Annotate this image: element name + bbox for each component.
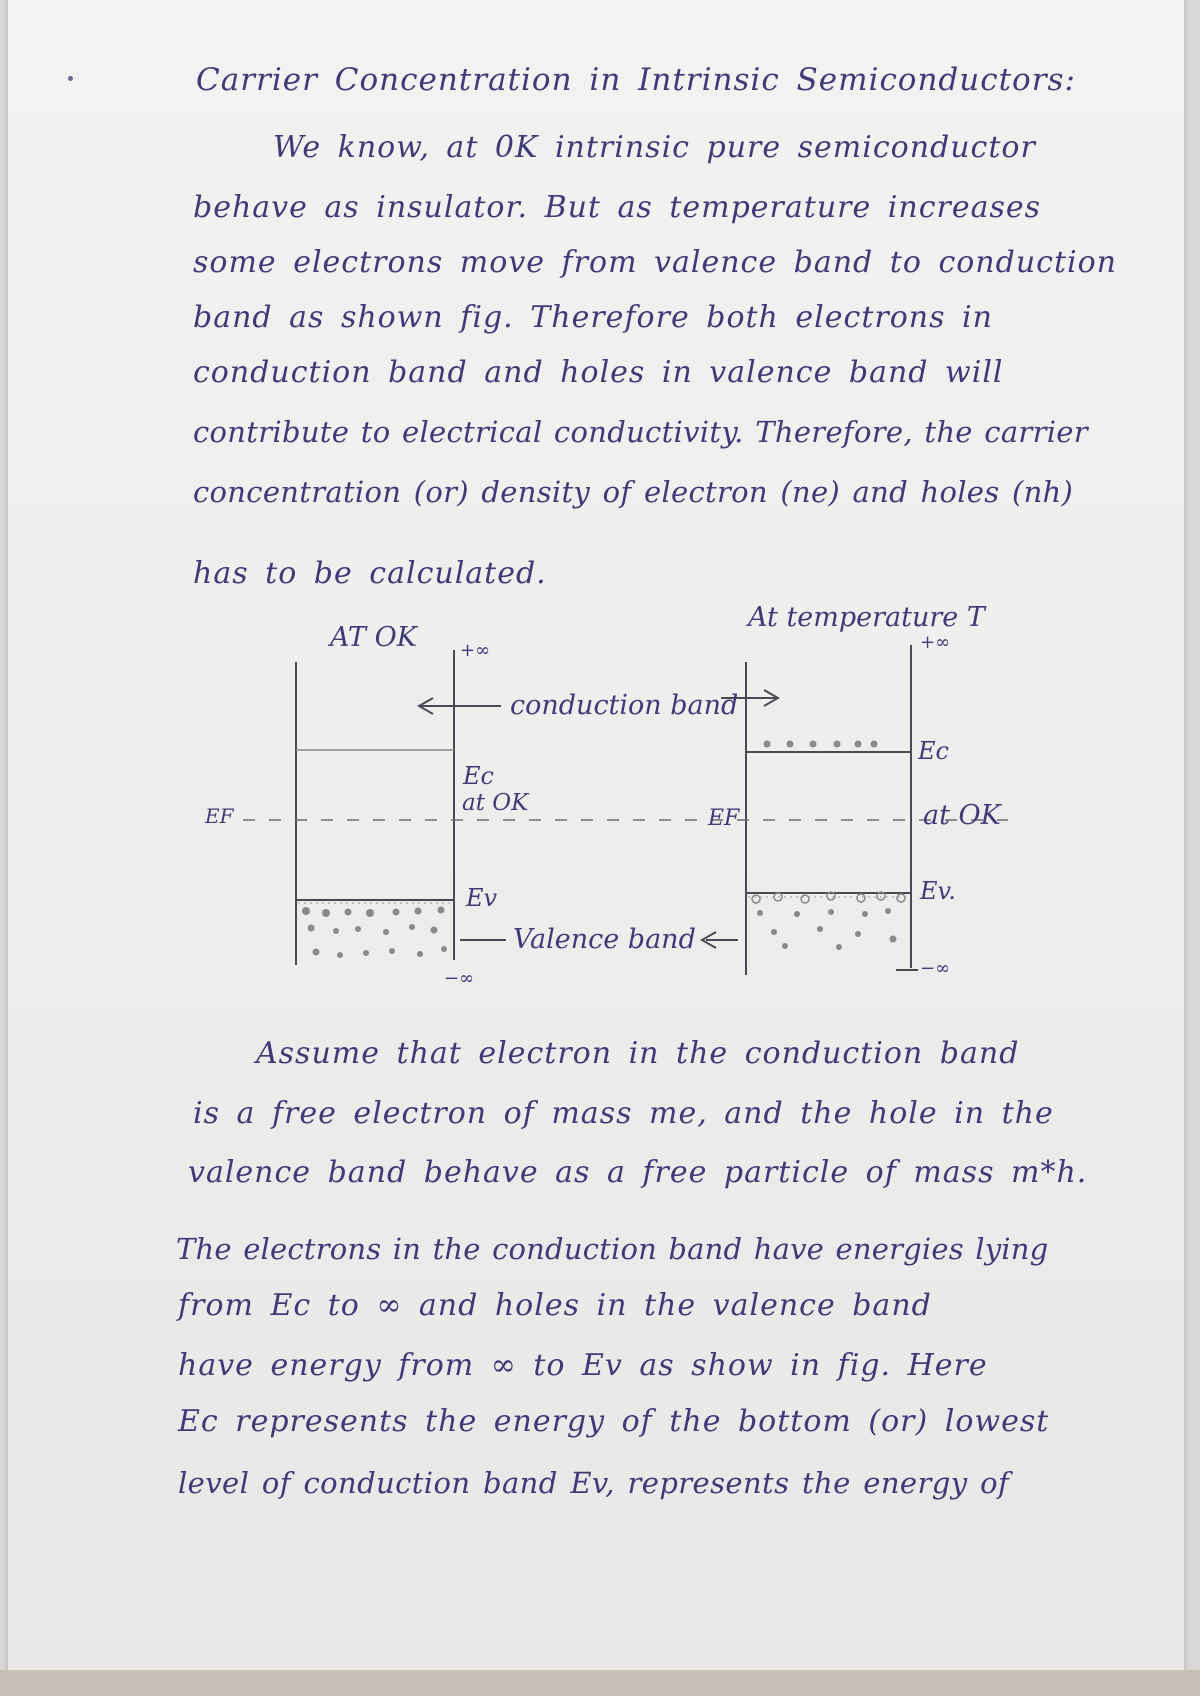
text-line: has to be calculated.	[193, 556, 547, 591]
right-at-ok-label: at OK	[923, 800, 1001, 831]
notebook-page	[8, 0, 1184, 1696]
middle-ef-label: EF	[708, 806, 740, 831]
valence-electrons-right	[757, 908, 897, 950]
text-line: We know, at 0K intrinsic pure semiconductor	[273, 130, 1036, 165]
left-at-ok-label: at OK	[462, 790, 529, 816]
page-title: Carrier Concentration in Intrinsic Semiconductors:	[196, 62, 1076, 98]
valence-electrons-left	[302, 907, 447, 959]
right-plus-infinity: +∞	[920, 632, 951, 653]
right-ec-label: Ec	[918, 737, 949, 765]
text-line: valence band behave as a free particle of mass m*h.	[188, 1155, 1088, 1190]
valence-band-label: Valence band	[513, 924, 696, 955]
band-diagram	[8, 0, 1184, 1000]
text-line: have energy from ∞ to Ev as show in fig. Here	[178, 1348, 988, 1383]
desk-edge	[0, 1670, 1200, 1696]
text-line: some electrons move from valence band to conduction	[193, 245, 1117, 280]
text-line: from Ec to ∞ and holes in the valence band	[178, 1288, 932, 1323]
text-line: concentration (or) density of electron (ne) and holes (nh)	[193, 475, 1074, 509]
left-ef-label: EF	[205, 804, 234, 828]
text-line: contribute to electrical conductivity. Therefore, the carrier	[193, 415, 1088, 449]
left-ec-label: Ec	[463, 762, 494, 790]
conduction-electrons-right	[764, 741, 878, 748]
text-line: conduction band and holes in valence band will	[193, 355, 1004, 390]
text-line: band as shown fig. Therefore both electrons in	[193, 300, 993, 335]
left-minus-infinity: −∞	[444, 968, 475, 989]
left-ev-label: Ev	[466, 884, 498, 912]
text-line: is a free electron of mass me, and the hole in the	[193, 1096, 1054, 1131]
text-line: Assume that electron in the conduction band	[256, 1036, 1020, 1071]
text-line: The electrons in the conduction band have energies lying	[176, 1232, 1049, 1266]
text-line: Ec represents the energy of the bottom (or) lowest	[178, 1404, 1050, 1439]
text-line: level of conduction band Ev, represents the energy of	[178, 1466, 1010, 1500]
right-ev-label: Ev.	[920, 877, 956, 905]
left-diagram-title: AT OK	[330, 622, 417, 653]
conduction-band-label: conduction band	[510, 690, 739, 721]
left-plus-infinity: +∞	[460, 640, 491, 661]
right-minus-infinity: −∞	[920, 958, 951, 979]
right-diagram-title: At temperature T	[748, 602, 985, 633]
text-line: behave as insulator. But as temperature increases	[193, 190, 1042, 225]
